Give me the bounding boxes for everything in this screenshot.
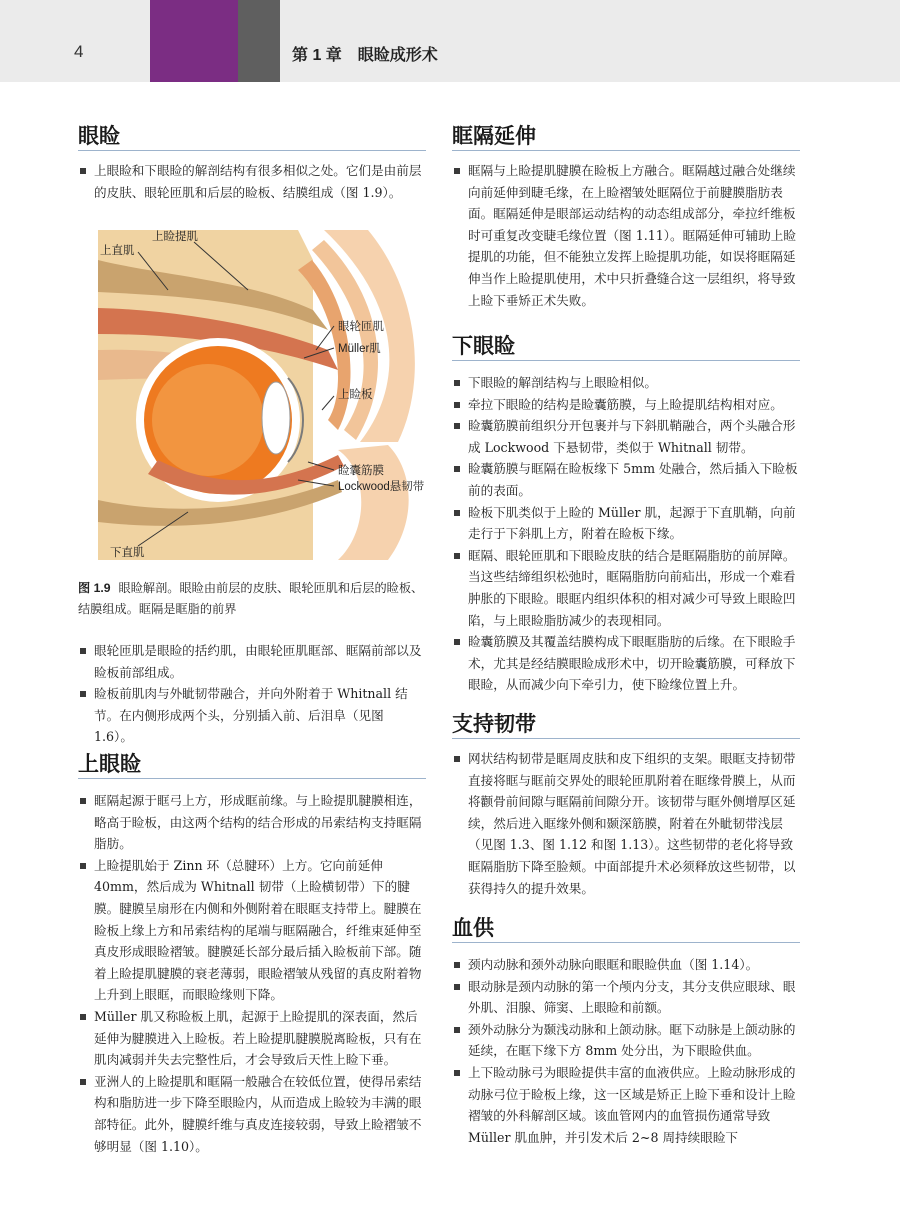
list-item: 睑囊筋膜前组织分开包裹并与下斜肌鞘融合，两个头融合形成 Lockwood 下悬韧带，类似于 Whitnall 韧带。 (452, 415, 800, 458)
list-item: 眼动脉是颈内动脉的第一个颅内分支，其分支供应眼球、眼外肌、泪腺、筛窦、上眼睑和前额。 (452, 976, 800, 1019)
fig-lens (262, 382, 290, 454)
header-accent-purple (150, 0, 238, 82)
blood-supply-list (452, 954, 800, 1148)
figure-caption-text: 眼睑解剖。眼睑由前层的皮肤、眼轮匝肌和后层的睑板、结膜组成。眶隔是眶脂的前界 (78, 581, 424, 616)
septal-extension-list (452, 160, 800, 311)
list-item: 牵拉下眼睑的结构是睑囊筋膜，与上睑提肌结构相对应。 (452, 394, 800, 416)
list-item: 下眼睑的解剖结构与上眼睑相似。 (452, 372, 800, 394)
label-superior-rectus: 上直肌 (100, 245, 135, 257)
section-rule (452, 360, 800, 361)
label-lockwood: Lockwood悬韧带 (338, 481, 425, 493)
label-orbicularis: 眼轮匝肌 (338, 321, 384, 333)
section-title-septal-extension: 眶隔延伸 (452, 125, 536, 148)
label-tarsus: 上睑板 (338, 389, 373, 401)
figure-number: 图 1.9 (78, 581, 111, 595)
list-item: 睑板前肌肉与外眦韧带融合，并向外附着于 Whitnall 结节。在内侧形成两个头，分别插入前、后泪阜（见图 1.6）。 (78, 683, 426, 748)
eyelid-list (78, 160, 426, 203)
list-item: 睑板下肌类似于上睑的 Müller 肌，起源于下直肌鞘，向前走行于下斜肌上方，附着在睑板下缘。 (452, 502, 800, 545)
retaining-ligaments-list (452, 748, 800, 899)
list-item: 上眼睑和下眼睑的解剖结构有很多相似之处。它们是由前层的皮肤、眼轮匝肌和后层的睑板、结膜组成（图 1.9）。 (78, 160, 426, 203)
list-item: 上下睑动脉弓为眼睑提供丰富的血液供应。上睑动脉形成的动脉弓位于睑板上缘，这一区域是矫正上睑下垂和设计上睑褶皱的外科解剖区域。该血管网内的血管损伤通常导致 Müller 肌血肿，并引发术后 2~8 周持续眼睑下 (452, 1062, 800, 1148)
list-item: 颈外动脉分为颞浅动脉和上颌动脉。眶下动脉是上颌动脉的延续，在眶下缘下方 8mm 处分出，为下眼睑供血。 (452, 1019, 800, 1062)
section-title-eyelid: 眼睑 (78, 125, 120, 148)
list-item: 眼轮匝肌是眼睑的括约肌，由眼轮匝肌眶部、眶隔前部以及睑板前部组成。 (78, 640, 426, 683)
page-header (0, 0, 900, 82)
section-title-lower-eyelid: 下眼睑 (452, 335, 515, 358)
list-item: 眶隔与上睑提肌腱膜在睑板上方融合。眶隔越过融合处继续向前延伸到睫毛缘，在上睑褶皱处眶隔位于前腱膜脂肪表面。眶隔延伸是眼部运动结构的动态组成部分，牵拉纤维板时可重复改变睫毛缘位置（图 1.11）。眶隔延伸可辅助上睑提肌的功能，但不能独立发挥上睑提肌功能，如误将眶隔延伸当作上睑提肌使用，术中只折叠缝合这一层组织，将导致上睑下垂矫正术失败。 (452, 160, 800, 311)
list-item: 睑囊筋膜及其覆盖结膜构成下眼眶脂肪的后缘。在下眼睑手术，尤其是经结膜眼睑成形术中，切开睑囊筋膜，可释放下眼睑，从而减少向下牵引力，使下睑缘位置上升。 (452, 631, 800, 696)
header-accent-gray (238, 0, 280, 82)
lower-eyelid-list (452, 372, 800, 696)
section-rule (452, 738, 800, 739)
section-rule (78, 778, 426, 779)
list-item: 眶隔、眼轮匝肌和下眼睑皮肤的结合是眶隔脂肪的前屏障。当这些结缔组织松弛时，眶隔脂肪向前疝出，形成一个难看肿胀的下眼睑。眼眶内组织体积的相对减少可导致上眼睑凹陷，与上眼睑脂肪减少的表现相同。 (452, 545, 800, 631)
list-item: 睑囊筋膜与眶隔在睑板缘下 5mm 处融合，然后插入下睑板前的表面。 (452, 458, 800, 501)
figure-caption (78, 578, 424, 620)
chapter-title: 第 1 章 眼睑成形术 (292, 47, 438, 64)
label-inferior-rectus: 下直肌 (110, 547, 145, 559)
list-item: 颈内动脉和颈外动脉向眼眶和眼睑供血（图 1.14）。 (452, 954, 800, 976)
list-item: 上睑提肌始于 Zinn 环（总腱环）上方。它向前延伸 40mm，然后成为 Whitnall 韧带（上睑横韧带）下的腱膜。腱膜呈扇形在内侧和外侧附着在眼眶支持带上。腱膜在睑板上缘上方和吊索结构的尾端与眶隔融合，纤维束延伸至真皮形成眼睑褶皱。腱膜延长部分最后插入睑板前下部。随着上睑提肌腱膜的衰老薄弱，眼睑褶皱从残留的真皮附着物上升到上眼眶，而眼睑缘则下降。 (78, 855, 426, 1006)
list-item: 眶隔起源于眶弓上方，形成眶前缘。与上睑提肌腱膜相连，略高于睑板，由这两个结构的结合形成的吊索结构支持眶隔脂肪。 (78, 790, 426, 855)
section-rule (452, 150, 800, 151)
label-levator: 上睑提肌 (152, 231, 198, 243)
list-item: 网状结构韧带是眶周皮肤和皮下组织的支架。眼眶支持韧带直接将眶与眶前交界处的眼轮匝肌附着在眶缘骨膜上，从而将颧骨前间隙与眶隔前间隙分开。该韧带与眶外侧增厚区延续，然后进入眶缘外侧和颞深筋膜，附着在外眦韧带浅层（见图 1.3、图 1.12 和图 1.13）。这些韧带的老化将导致眶隔脂肪下降至脸颊。中面部提升术必须释放这些韧带，以获得持久的提升效果。 (452, 748, 800, 899)
section-rule (78, 150, 426, 151)
orbicularis-list (78, 640, 426, 748)
section-title-blood-supply: 血供 (452, 917, 494, 940)
section-rule (452, 942, 800, 943)
label-capsulopalpebral: 睑囊筋膜 (338, 465, 384, 477)
label-muller: Müller肌 (338, 343, 381, 355)
page-number: 4 (74, 42, 84, 61)
upper-eyelid-list (78, 790, 426, 1157)
eyelid-anatomy-figure (98, 230, 428, 560)
list-item: 亚洲人的上睑提肌和眶隔一般融合在较低位置，使得吊索结构和脂肪进一步下降至眼睑内，从而造成上睑较为丰满的眼部特征。此外，腱膜纤维与真皮连接较弱，导致上睑褶皱不够明显（图 1.10）。 (78, 1071, 426, 1157)
list-item: Müller 肌又称睑板上肌，起源于上睑提肌的深表面，然后延伸为腱膜进入上睑板。若上睑提肌腱膜脱离睑板，只有在肌肉减弱并失去完整性后，才会导致后天性上睑下垂。 (78, 1006, 426, 1071)
section-title-upper-eyelid: 上眼睑 (78, 753, 141, 776)
section-title-retaining-ligaments: 支持韧带 (452, 713, 536, 736)
